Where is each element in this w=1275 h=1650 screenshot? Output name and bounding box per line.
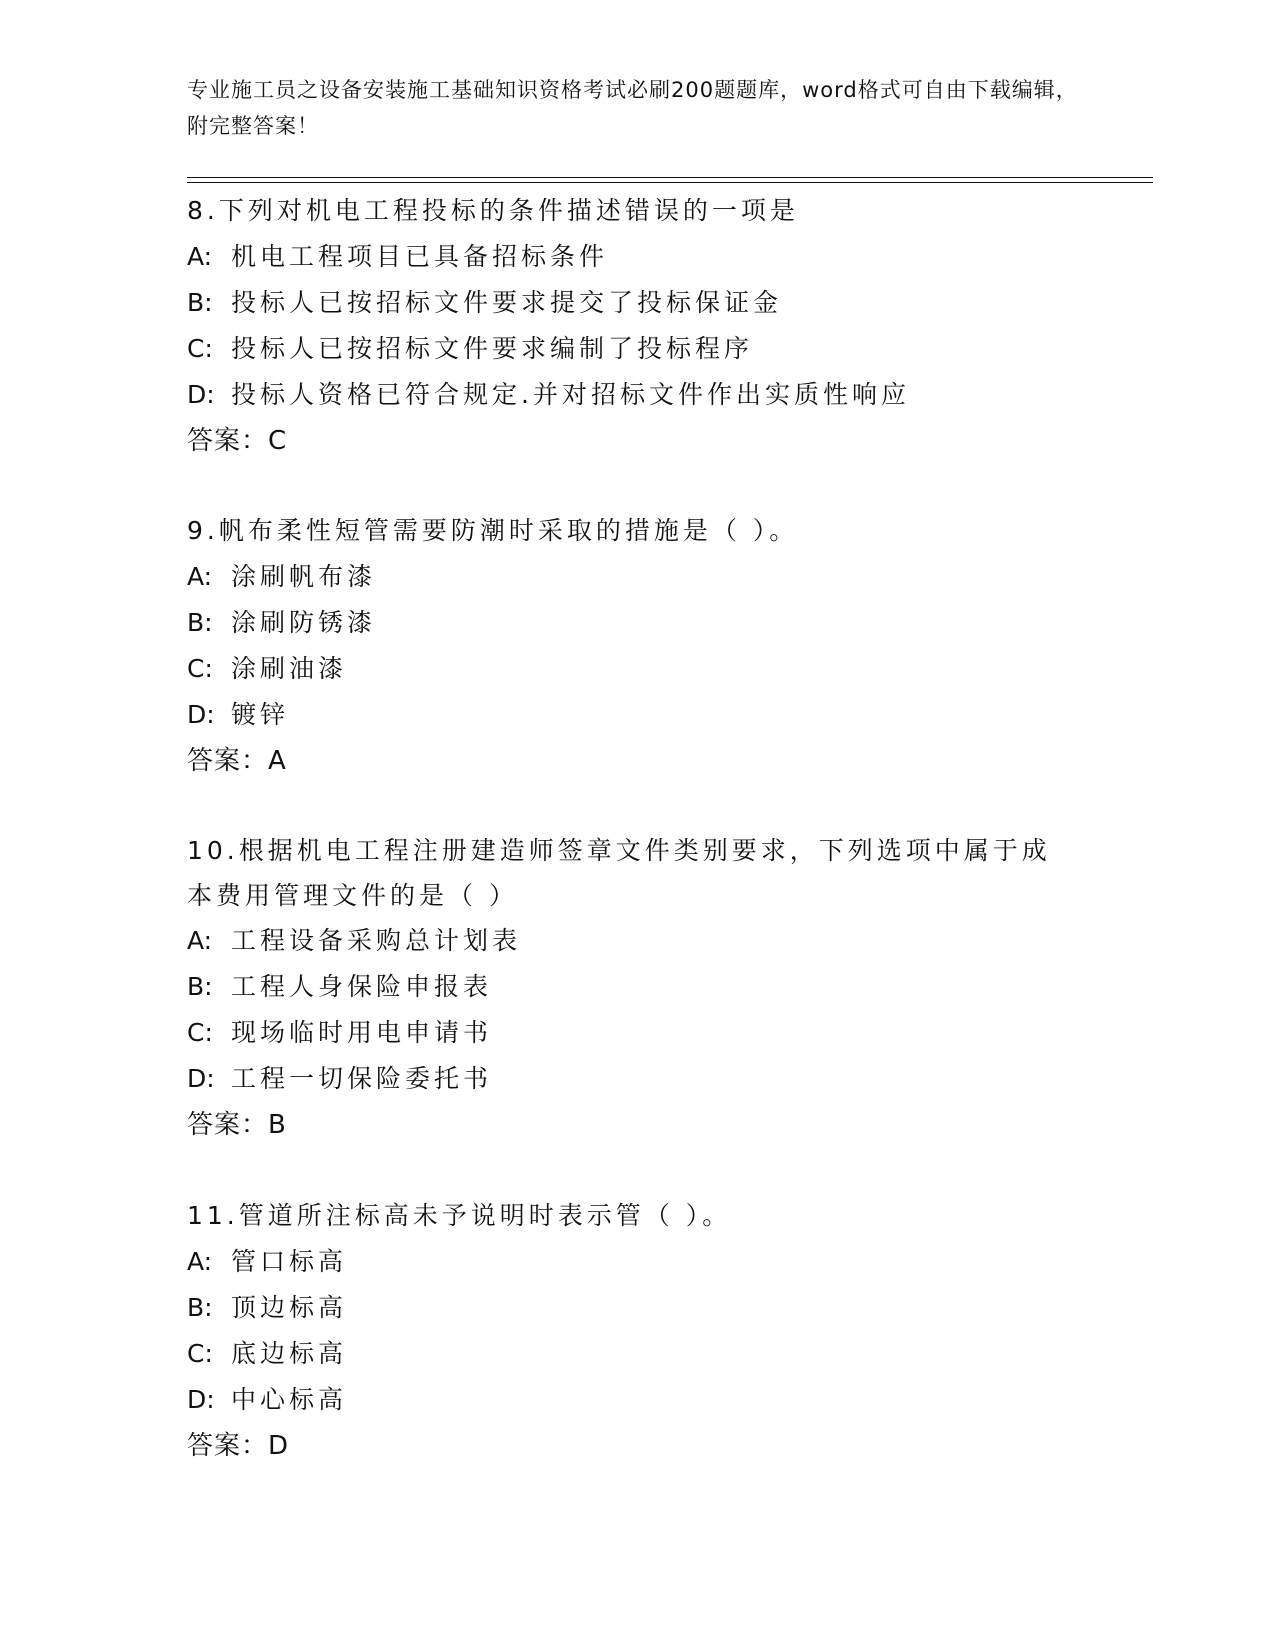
option-text: 管口标高	[231, 1247, 348, 1276]
option-text: 镀锌	[231, 700, 290, 729]
option-text: 机电工程项目已具备招标条件	[231, 242, 609, 271]
answer-line	[187, 418, 1087, 464]
option-b	[187, 964, 1087, 1010]
question-stem: 11.管道所注标高未予说明时表示管（ ）。	[187, 1201, 732, 1230]
option-text: 涂刷油漆	[231, 654, 348, 683]
option-text: 工程一切保险委托书	[231, 1064, 493, 1093]
option-letter: D:	[187, 1064, 215, 1093]
option-letter: A:	[187, 926, 213, 955]
answer-line	[187, 738, 1087, 784]
option-d	[187, 1056, 1087, 1102]
option-a	[187, 554, 1087, 600]
header-divider-bottom	[187, 182, 1153, 183]
option-text: 投标人资格已符合规定.并对招标文件作出实质性响应	[231, 380, 910, 409]
option-letter: B:	[187, 1293, 213, 1322]
option-letter: C:	[187, 1339, 213, 1368]
option-d	[187, 692, 1087, 738]
option-c	[187, 1331, 1087, 1377]
option-d	[187, 1377, 1087, 1423]
answer-label: 答案：	[187, 1110, 269, 1140]
question-stem: 10.根据机电工程注册建造师签章文件类别要求，下列选项中属于成本费用管理文件的是（ ）	[187, 836, 1051, 910]
option-letter: D:	[187, 700, 215, 729]
option-text: 中心标高	[231, 1385, 348, 1414]
option-a	[187, 1239, 1087, 1285]
header-divider-top	[187, 177, 1153, 178]
option-letter: A:	[187, 1247, 213, 1276]
option-letter: C:	[187, 1018, 213, 1047]
option-letter: A:	[187, 242, 213, 271]
option-c	[187, 646, 1087, 692]
option-text: 投标人已按招标文件要求提交了投标保证金	[231, 288, 783, 317]
option-d	[187, 372, 1087, 418]
question-10	[187, 828, 1087, 1148]
option-text: 涂刷帆布漆	[231, 562, 377, 591]
answer-label: 答案：	[187, 426, 269, 456]
answer-value: A	[268, 746, 287, 776]
option-letter: D:	[187, 1385, 215, 1414]
answer-line	[187, 1102, 1087, 1148]
option-text: 底边标高	[231, 1339, 348, 1368]
answer-value: B	[268, 1110, 287, 1140]
option-a	[187, 234, 1087, 280]
option-text: 工程设备采购总计划表	[231, 926, 522, 955]
question-11	[187, 1193, 1087, 1469]
answer-label: 答案：	[187, 746, 269, 776]
option-b	[187, 600, 1087, 646]
option-text: 现场临时用电申请书	[231, 1018, 493, 1047]
option-letter: B:	[187, 608, 213, 637]
question-stem: 9.帆布柔性短管需要防潮时采取的措施是（ ）。	[187, 516, 799, 545]
question-stem: 8.下列对机电工程投标的条件描述错误的一项是	[187, 196, 799, 225]
option-letter: C:	[187, 334, 213, 363]
answer-value: C	[268, 426, 288, 456]
option-letter: B:	[187, 972, 213, 1001]
option-text: 工程人身保险申报表	[231, 972, 493, 1001]
option-text: 顶边标高	[231, 1293, 348, 1322]
option-letter: B:	[187, 288, 213, 317]
question-9	[187, 508, 1087, 784]
option-b	[187, 280, 1087, 326]
option-letter: D:	[187, 380, 215, 409]
option-text: 投标人已按招标文件要求编制了投标程序	[231, 334, 754, 363]
option-letter: A:	[187, 562, 213, 591]
option-b	[187, 1285, 1087, 1331]
question-8	[187, 188, 1087, 464]
answer-label: 答案：	[187, 1431, 269, 1461]
option-letter: C:	[187, 654, 213, 683]
answer-value: D	[268, 1431, 290, 1461]
option-c	[187, 326, 1087, 372]
option-text: 涂刷防锈漆	[231, 608, 377, 637]
answer-line	[187, 1423, 1087, 1469]
option-c	[187, 1010, 1087, 1056]
option-a	[187, 918, 1087, 964]
document-header: 专业施工员之设备安装施工基础知识资格考试必刷200题题库，word格式可自由下载编辑，附完整答案！	[187, 78, 1078, 138]
